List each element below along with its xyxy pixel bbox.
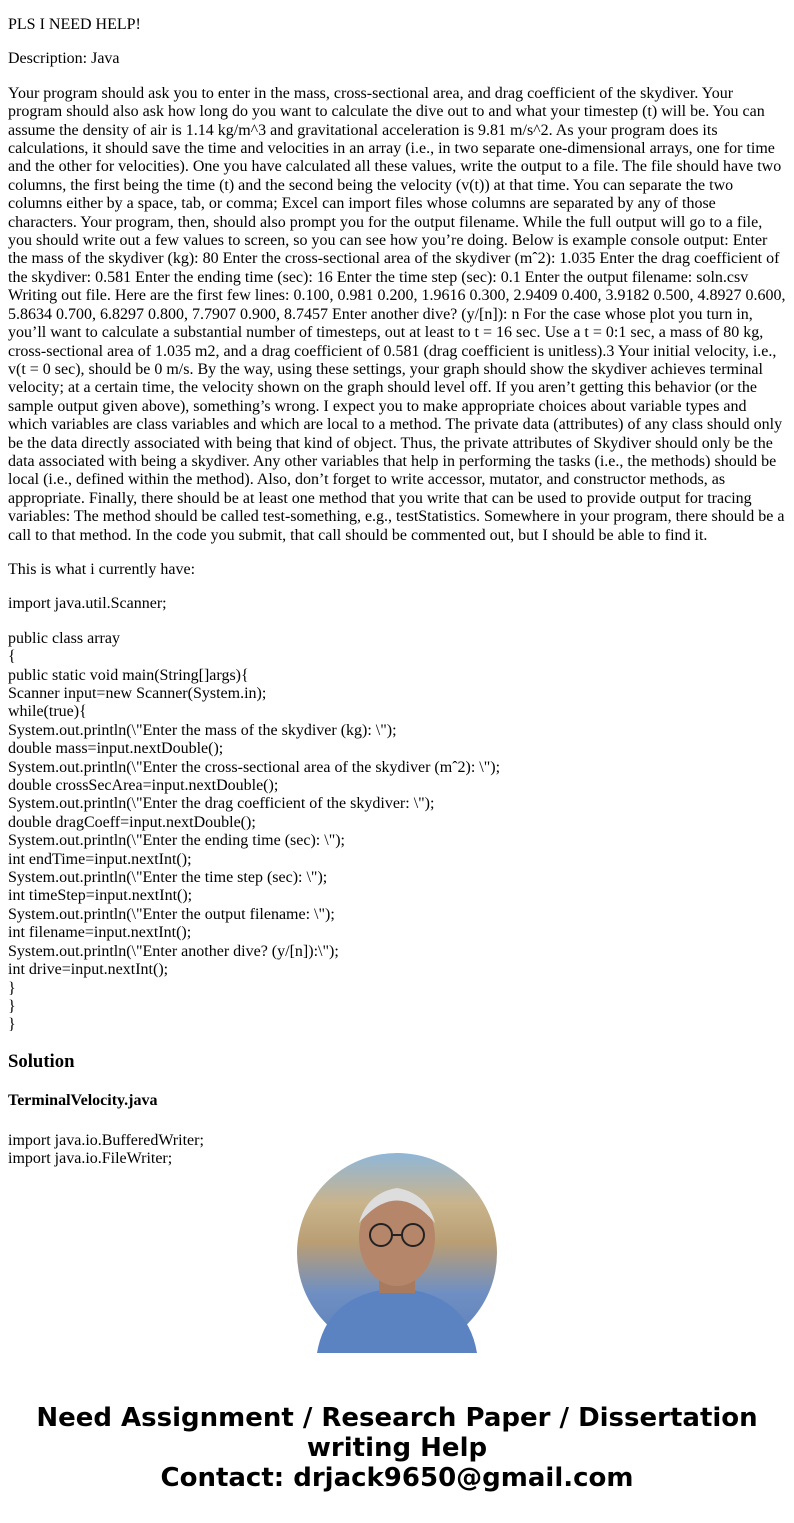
solution-heading: Solution <box>8 1050 75 1072</box>
banner-contact: Contact: drjack9650@gmail.com <box>160 1463 634 1493</box>
question-code <box>8 630 788 1035</box>
code-line: System.out.println(\"Enter the output filename: \"); <box>8 905 335 923</box>
code-line: System.out.println(\"Enter another dive? (y/[n]):\"); <box>8 942 339 960</box>
current-code-label: This is what i currently have: <box>8 560 196 578</box>
code-line: double mass=input.nextDouble(); <box>8 740 224 758</box>
code-line: public static void main(String[]args){ <box>8 666 249 684</box>
code-line: System.out.println(\"Enter the drag coefficient of the skydiver: \"); <box>8 795 435 813</box>
question-body: Your program should ask you to enter in the mass, cross-sectional area, and drag coefficient of the skydiver. Your program should also ask how long do you want to calculate the dive out to and what your timestep (t) will be. You can assume the density of air is 1.14 kg/m^3 and gravitational acceleration is 9.81 m/s^2. As your program does its calculations, it should save the time and velocities in an array (i.e., in two separate one-dimensional arrays, one for time and the other for velocities). One you have calculated all these values, write the output to a file. The file should have two columns, the first being the time (t) and the second being the velocity (v(t)) at that time. You can separate the two columns either by a space, tab, or comma; Excel can import files whose columns are separated by any of those characters. Your program, then, should also prompt you for the output filename. While the full output will go to a file, you should write out a few values to screen, so you can see how you’re doing. Below is example console output: Enter the mass of the skydiver (kg): 80 Enter the cross-sectional area of the skydiver (mˆ2): 1.035 Enter the drag coefficient of the skydiver: 0.581 Enter the ending time (sec): 16 Enter the time step (sec): 0.1 Enter the output filename: soln.csv Writing out file. Here are the first few lines: 0.100, 0.981 0.200, 1.9616 0.300, 2.9409 0.400, 3.9182 0.500, 4.8927 0.600, 5.8634 0.700, 6.8297 0.800, 7.7907 0.900, 8.7457 Enter another dive? (y/[n]): n For the case whose plot you turn in, you’ll want to calculate a substantial number of timesteps, out at least to t = 16 sec. Use a t = 0:1 sec, a mass of 80 kg, cross-sectional area of 1.035 m2, and a drag coefficient of 0.581 (drag coefficient is unitless).3 Your initial velocity, i.e., v(t = 0 sec), should be 0 m/s. By the way, using these settings, your graph should show the skydiver achieves terminal velocity; at a certain time, the velocity shown on the graph should level off. If you aren’t getting this behavior (or the sample output given above), something’s wrong. I expect you to make appropriate choices about variable types and which variables are class variables and which are local to a method. The private data (attributes) of any class should only be the data directly associated with being that kind of object. Thus, the private attributes of Skydiver should only be the data associated with being a skydiver. Any other variables that help in performing the tasks (i.e., the methods) should be local (i.e., defined within the method). Also, don’t forget to write accessor, mutator, and constructor methods, as appropriate. Finally, there should be at least one method that you write that can be used to provide output for tracing variables: The method should be called test-something, e.g., testStatistics. Somewhere in your program, there should be a call to that method. In the code you submit, that call should be commented out, but I should be able to find it. <box>8 84 786 544</box>
code-line: int drive=input.nextInt(); <box>8 961 169 979</box>
solution-filename: TerminalVelocity.java <box>8 1092 158 1110</box>
code-line: int timeStep=input.nextInt(); <box>8 887 193 905</box>
code-line: System.out.println(\"Enter the cross-sectional area of the skydiver (mˆ2): \"); <box>8 758 501 776</box>
code-line: double crossSecArea=input.nextDouble(); <box>8 777 279 795</box>
code-line: double dragCoeff=input.nextDouble(); <box>8 813 256 831</box>
code-line: { <box>8 648 16 666</box>
code-line: while(true){ <box>8 703 87 721</box>
banner-line-1: Need Assignment / Research Paper / Dissertation <box>36 1403 758 1433</box>
code-line: Scanner input=new Scanner(System.in); <box>8 685 267 702</box>
code-line: import java.io.BufferedWriter; <box>8 1131 204 1149</box>
code-line: System.out.println(\"Enter the time step (sec): \"); <box>8 869 328 887</box>
code-line: public class array <box>8 629 120 647</box>
code-line: } <box>8 979 16 997</box>
promo-banner <box>0 1403 794 1493</box>
author-avatar <box>297 1153 497 1353</box>
document-content <box>8 0 788 1167</box>
banner-line-2: writing Help <box>306 1433 488 1463</box>
question-description: Description: Java <box>8 50 120 68</box>
code-line: int endTime=input.nextInt(); <box>8 850 192 868</box>
code-line: System.out.println(\"Enter the ending time (sec): \"); <box>8 832 345 850</box>
code-line: } <box>8 1016 16 1034</box>
code-line: int filename=input.nextInt(); <box>8 924 192 942</box>
code-line: import java.io.FileWriter; <box>8 1149 173 1167</box>
import-line: import java.util.Scanner; <box>8 595 167 613</box>
question-title: PLS I NEED HELP! <box>8 16 141 33</box>
code-line: } <box>8 997 16 1015</box>
code-line: System.out.println(\"Enter the mass of the skydiver (kg): \"); <box>8 721 397 739</box>
